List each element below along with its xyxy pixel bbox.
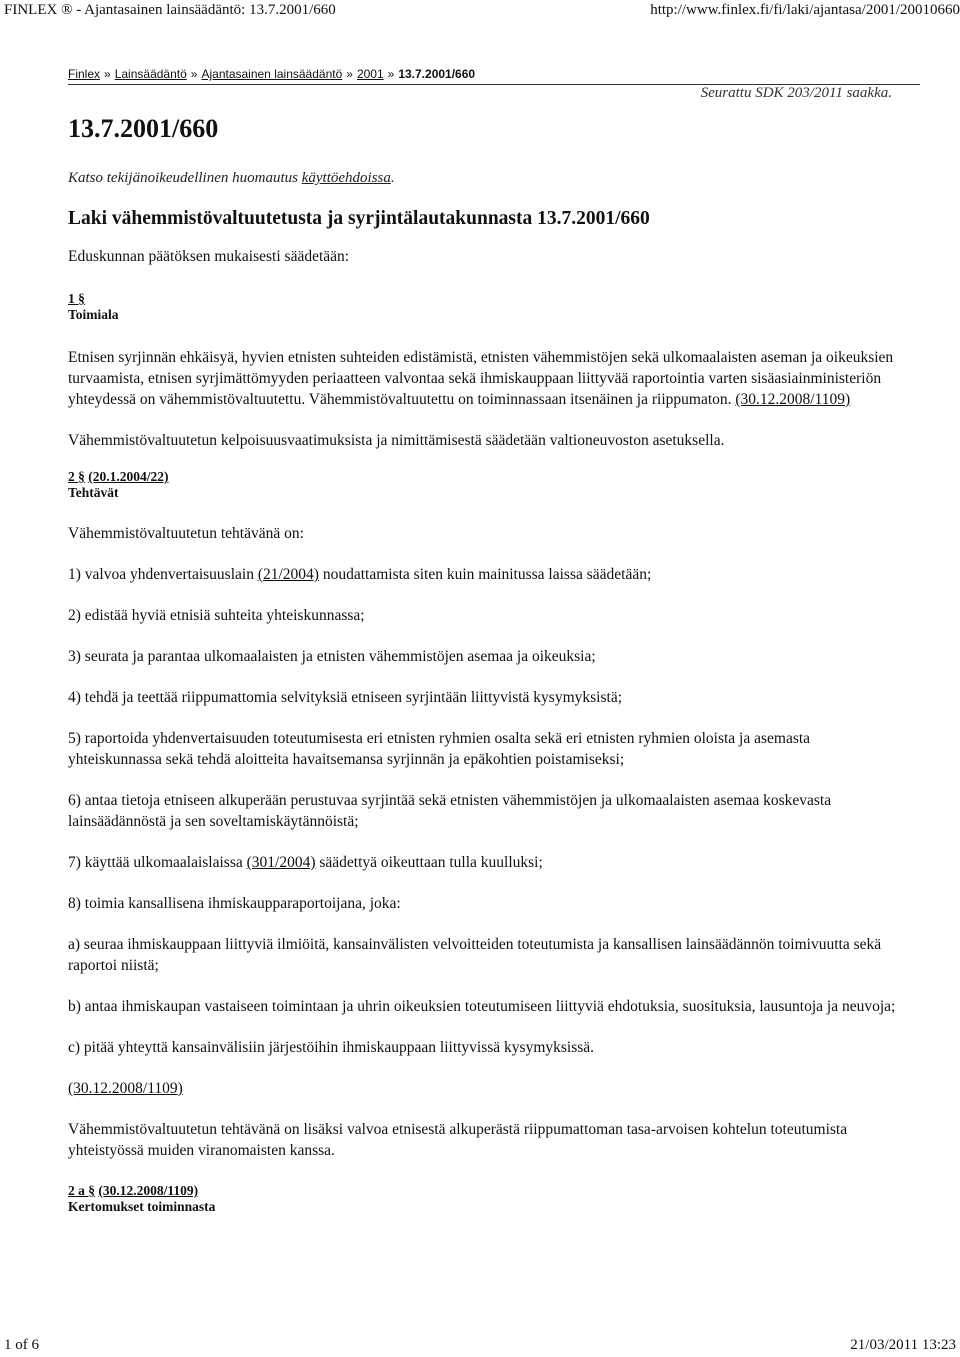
section-2-heading — [68, 469, 898, 501]
item-7-text-b: säädettyä oikeuttaan tulla kuulluksi; — [315, 854, 543, 871]
item-7-text-a: 7) käyttää ulkomaalaislaissa — [68, 854, 247, 871]
breadcrumb-link-lainsaadanto[interactable]: Lainsäädäntö — [114, 67, 187, 81]
item-1-text-a: 1) valvoa yhdenvertaisuuslain — [68, 566, 258, 583]
print-header-url: http://www.finlex.fi/fi/laki/ajantasa/2001/20010660 — [650, 2, 960, 18]
law-content — [68, 246, 898, 1239]
section-2-intro: Vähemmistövaltuutetun tehtävänä on: — [68, 525, 304, 542]
document-number: 13.7.2001/660 — [68, 114, 219, 143]
section-1-paragraph-1-text: Etnisen syrjinnän ehkäisyä, hyvien etnisten suhteiden edistämistä, etnisten vähemmistöjen sekä ulkomaalaisten aseman ja oikeuksien turvaamista, etnisen syrjimättömyyden periaatteen valvontaa sekä ihmiskauppaan liittyvää raportointia varten sisäasiainministeriön yhteydessä on vähemmistövaltuutettu. Vähemmistövaltuutettu on toiminnassaan itsenäinen ja riippumaton. — [68, 349, 894, 408]
breadcrumb-separator: » — [346, 67, 353, 81]
section-2a-heading — [68, 1183, 898, 1215]
print-timestamp: 21/03/2011 13:23 — [850, 1337, 956, 1353]
section-2-item-3: 3) seurata ja parantaa ulkomaalaisten ja etnisten vähemmistöjen asemaa ja oikeuksia; — [68, 648, 596, 665]
section-1-heading — [68, 291, 898, 323]
section-1-title: Toimiala — [68, 307, 119, 322]
section-2-item-4: 4) tehdä ja teettää riippumattomia selvityksiä etniseen syrjintään liittyvistä kysymyksistä; — [68, 689, 623, 706]
section-1-paragraph-1 — [68, 347, 898, 410]
enactment-clause: Eduskunnan päätöksen mukaisesti säädetään: — [68, 248, 350, 265]
section-2-item-2: 2) edistää hyviä etnisiä suhteita yhteiskunnassa; — [68, 607, 365, 624]
item-1-text-b: noudattamista siten kuin mainitussa laissa säädetään; — [318, 566, 652, 583]
section-2a-number[interactable]: 2 a § — [68, 1183, 95, 1198]
copyright-text: Katso tekijänoikeudellinen huomautus — [68, 170, 302, 186]
breadcrumb-separator: » — [387, 67, 395, 81]
section-2-item-1 — [68, 564, 898, 585]
section-2a-amendment-ref[interactable]: (30.12.2008/1109) — [98, 1183, 199, 1198]
followed-until-note: Seurattu SDK 203/2011 saakka. — [700, 85, 892, 101]
section-2a-title: Kertomukset toiminnasta — [68, 1199, 216, 1214]
law-ref-link[interactable]: (301/2004) — [246, 854, 316, 871]
section-2-item-7 — [68, 852, 898, 873]
breadcrumb-link-ajantasainen[interactable]: Ajantasainen lainsäädäntö — [201, 67, 343, 81]
amendment-ref-link[interactable]: (30.12.2008/1109) — [68, 1080, 183, 1097]
breadcrumb-separator: » — [104, 67, 111, 81]
breadcrumb-link-year[interactable]: 2001 — [356, 67, 384, 81]
print-footer — [0, 1336, 960, 1356]
print-header — [0, 0, 960, 22]
breadcrumb-separator: » — [190, 67, 198, 81]
section-2-item-6: 6) antaa tietoja etniseen alkuperään perustuvaa syrjintää sekä etnisten vähemmistöjen ja ulkomaalaisten asemaa koskevasta lainsäädännöstä ja sen soveltamiskäytännöistä; — [68, 792, 832, 830]
law-ref-link[interactable]: (21/2004) — [257, 566, 319, 583]
breadcrumb-link-finlex[interactable]: Finlex — [68, 67, 101, 81]
section-2-amendment-ref-block — [68, 1078, 898, 1099]
section-2-final-paragraph: Vähemmistövaltuutetun tehtävänä on lisäksi valvoa etnisestä alkuperästä riippumattoman tasa-arvoisen kohtelun toteutumista yhteistyössä muiden viranomaisten kanssa. — [68, 1121, 848, 1159]
copyright-end: . — [390, 170, 395, 186]
section-2-number[interactable]: 2 § — [68, 469, 85, 484]
section-1-number[interactable]: 1 § — [68, 291, 85, 306]
section-2-subitem-a: a) seuraa ihmiskauppaan liittyviä ilmiöitä, kansainvälisten velvoitteiden toteutumista ja kansallisen lainsäädännön toimivuutta sekä raportoi niistä; — [68, 936, 882, 974]
terms-of-use-link[interactable]: käyttöehdoissa — [301, 170, 391, 186]
section-1-paragraph-2: Vähemmistövaltuutetun kelpoisuusvaatimuksista ja nimittämisestä säädetään valtioneuvoston asetuksella. — [68, 432, 725, 449]
breadcrumb-current: 13.7.2001/660 — [398, 67, 476, 81]
section-2-subitem-c: c) pitää yhteyttä kansainvälisiin järjestöihin ihmiskauppaan liittyvissä kysymyksissä. — [68, 1039, 595, 1056]
section-2-amendment-ref[interactable]: (20.1.2004/22) — [88, 469, 169, 484]
breadcrumb — [68, 66, 920, 85]
page-count: 1 of 6 — [4, 1337, 39, 1353]
section-2-title: Tehtävät — [68, 485, 119, 500]
section-2-item-8: 8) toimia kansallisena ihmiskaupparaportoijana, joka: — [68, 895, 401, 912]
print-header-title: FINLEX ® - Ajantasainen lainsäädäntö: 13.7.2001/660 — [4, 2, 336, 18]
section-2-subitem-b: b) antaa ihmiskaupan vastaiseen toimintaan ja uhrin oikeuksien toteutumiseen liittyviä ehdotuksia, suosituksia, lausuntoja ja neuvoja; — [68, 998, 896, 1015]
law-title: Laki vähemmistövaltuutetusta ja syrjintälautakunnasta 13.7.2001/660 — [68, 208, 650, 229]
amendment-ref-link[interactable]: (30.12.2008/1109) — [735, 391, 851, 408]
copyright-notice — [68, 170, 395, 187]
section-2-item-5: 5) raportoida yhdenvertaisuuden toteutumisesta eri etnisten ryhmien osalta sekä eri etnisten ryhmien oloista ja asemasta yhteiskunnassa sekä tehdä aloitteita havaitsemansa syrjinnän ja epäkohtien poistamiseksi; — [68, 730, 811, 768]
